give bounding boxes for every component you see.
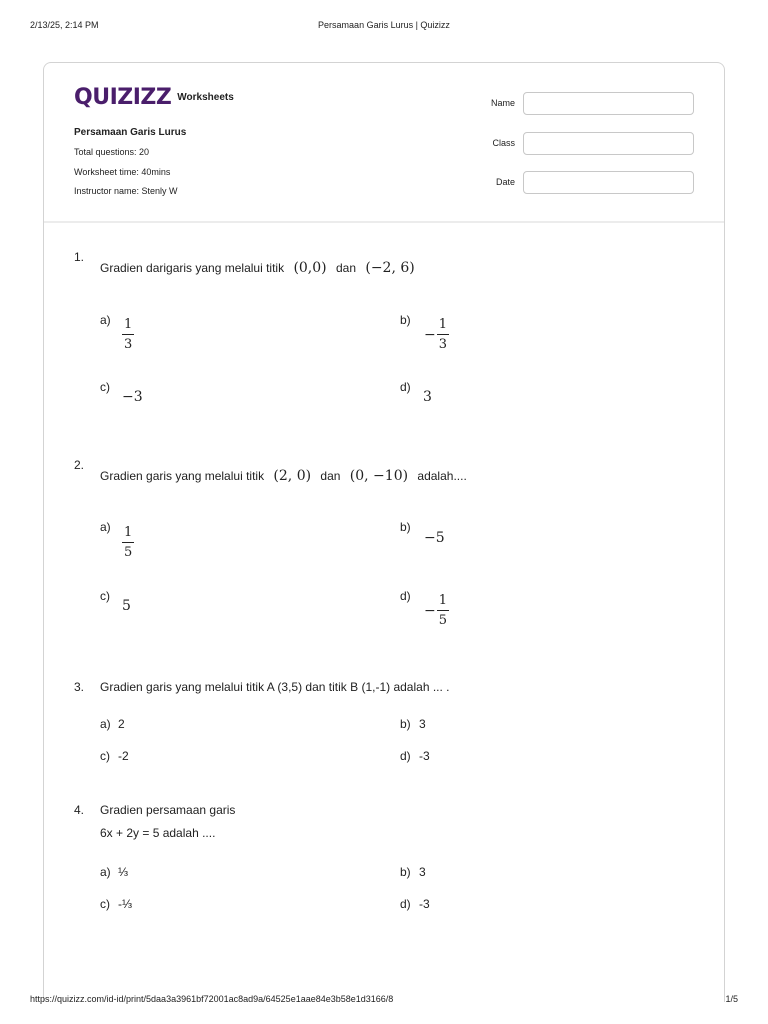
option-a-value: 2 — [118, 717, 125, 731]
question-text: Gradien persamaan garis — [100, 803, 236, 817]
option-c-value: 5 — [122, 598, 131, 614]
option-d-value: -3 — [419, 749, 430, 763]
question-text — [100, 468, 467, 484]
option-d-letter[interactable]: d) — [400, 380, 411, 394]
worksheet-sheet — [43, 62, 725, 1002]
name-field[interactable] — [523, 92, 694, 115]
conjunction: dan — [320, 469, 341, 483]
question-number: 4. — [74, 803, 85, 817]
print-datetime: 2/13/25, 2:14 PM — [30, 20, 99, 30]
print-header — [0, 20, 768, 34]
option-b-value: 3 — [419, 865, 426, 879]
option-b-letter[interactable]: b) — [400, 313, 411, 327]
instructor-name: Instructor name: Stenly W — [74, 186, 178, 196]
option-b-value: 3 — [419, 717, 426, 731]
option-c-letter[interactable]: c) — [100, 380, 110, 394]
conjunction: dan — [335, 261, 357, 275]
option-c-value: -⅓ — [118, 897, 133, 911]
quizizz-logo — [74, 85, 234, 110]
option-d-value: − $\frac{1}{5}$ — [424, 593, 448, 628]
logo-subtitle: Worksheets — [177, 92, 234, 103]
question-equation: 6x + 2y = 5 adalah .... — [100, 826, 216, 840]
option-a-letter[interactable]: a) — [100, 313, 111, 327]
date-label: Date — [495, 177, 515, 187]
option-d-letter[interactable]: d) — [400, 589, 411, 603]
math-point-1: (0,0) — [293, 260, 327, 276]
logo-mark: QUIZIZZ — [74, 85, 172, 110]
total-questions: Total questions: 20 — [74, 147, 150, 157]
print-url: https://quizizz.com/id-id/print/5daa3a3961bf72001ac8ad9a/64525e1aae84e3b58e1d3166/8 — [30, 994, 394, 1004]
question-tail: adalah.... — [417, 469, 467, 483]
question-number: 3. — [74, 680, 85, 694]
option-d-letter[interactable]: d) — [400, 897, 411, 911]
worksheet-time: Worksheet time: 40mins — [74, 167, 171, 177]
option-a-value: ⅓ — [118, 865, 129, 879]
question-text: Gradien garis yang melalui titik A (3,5) dan titik B (1,-1) adalah ... . — [100, 680, 450, 694]
option-c-letter[interactable]: c) — [100, 749, 110, 763]
name-label: Name — [490, 98, 515, 108]
option-d-letter[interactable]: d) — [400, 749, 411, 763]
question-number: 1. — [74, 250, 85, 264]
print-page-title: Persamaan Garis Lurus | Quizizz — [318, 20, 450, 30]
question-prompt: Gradien darigaris yang melalui titik — [100, 261, 285, 275]
option-c-value: −3 — [122, 389, 143, 405]
option-c-value: -2 — [118, 749, 129, 763]
question-number: 2. — [74, 458, 85, 472]
option-a-letter[interactable]: a) — [100, 865, 111, 879]
option-b-value: − $\frac{1}{3}$ — [424, 317, 448, 352]
option-a-value: $\frac{1}{5}$ — [124, 525, 133, 560]
option-d-value: -3 — [419, 897, 430, 911]
option-b-value: −5 — [424, 530, 445, 546]
date-field[interactable] — [523, 171, 694, 194]
page-number: 1/5 — [725, 994, 738, 1004]
option-b-letter[interactable]: b) — [400, 717, 411, 731]
option-b-letter[interactable]: b) — [400, 520, 411, 534]
math-point-2: (0, −10) — [349, 468, 409, 484]
option-a-letter[interactable]: a) — [100, 520, 111, 534]
math-point-2: (−2, 6) — [365, 260, 415, 276]
math-point-1: (2, 0) — [273, 468, 312, 484]
worksheet-title: Persamaan Garis Lurus — [74, 127, 187, 138]
worksheet-header — [44, 63, 724, 223]
class-label: Class — [492, 138, 515, 148]
option-a-value: $\frac{1}{3}$ — [124, 317, 133, 352]
option-c-letter[interactable]: c) — [100, 897, 110, 911]
option-a-letter[interactable]: a) — [100, 717, 111, 731]
option-b-letter[interactable]: b) — [400, 865, 411, 879]
question-text — [100, 260, 421, 276]
option-c-letter[interactable]: c) — [100, 589, 110, 603]
class-field[interactable] — [523, 132, 694, 155]
question-prompt: Gradien garis yang melalui titik — [100, 469, 265, 483]
option-d-value: 3 — [423, 389, 432, 405]
